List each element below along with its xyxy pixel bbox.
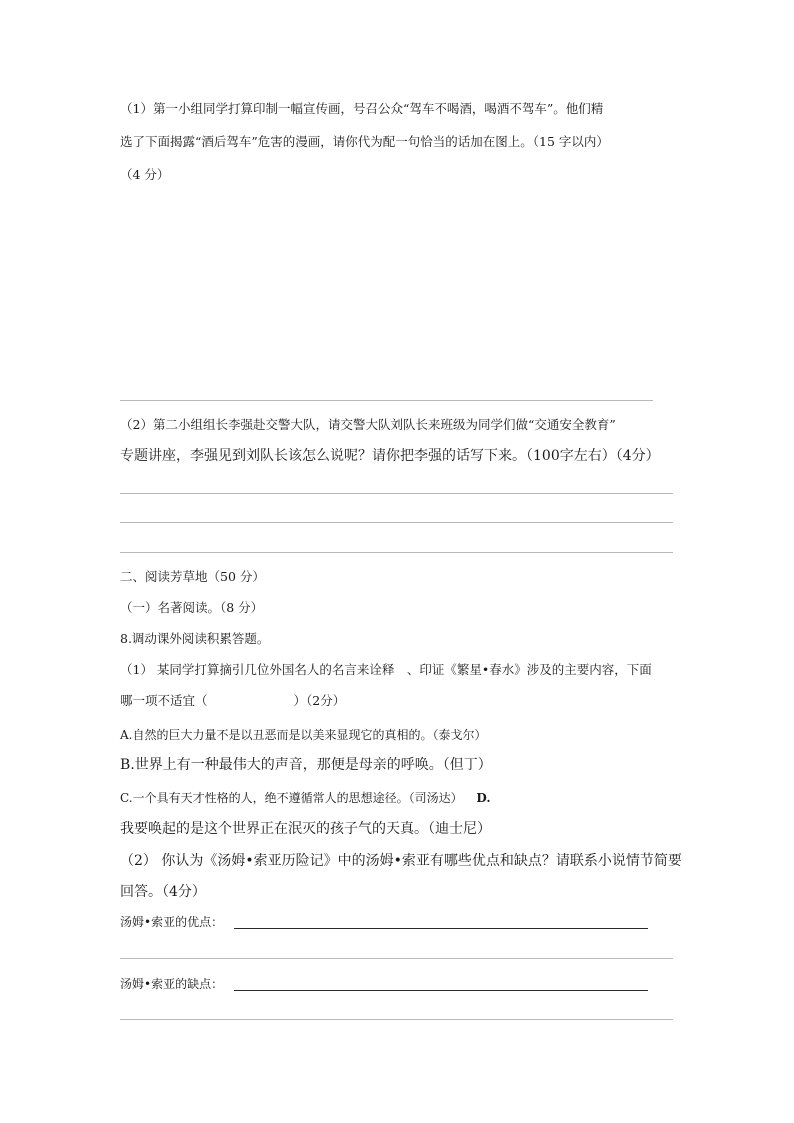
option-b: B.世界上有一种最伟大的声音，那便是母亲的呼唤。（但丁） xyxy=(120,757,492,773)
subsection-title: （一）名著阅读。（8 分） xyxy=(120,600,264,615)
option-c xyxy=(120,789,491,807)
option-a: A.自然的巨大力量不是以丑恶而是以美来显现它的真相的。（泰戈尔） xyxy=(120,728,487,742)
q1-line1: （1）第一小组同学打算印制一幅宣传画，号召公众“驾车不喝酒，喝酒不驾车”。他们精 xyxy=(120,101,604,116)
q1-line2: 选了下面揭露“酒后驾车”危害的漫画，请你代为配一句恰当的话加在图上。（15 字以内） xyxy=(120,134,609,149)
q8-2-line1: （2） 你认为《汤姆•索亚历险记》中的汤姆•索亚有哪些优点和缺点？请联系小说情节简要 xyxy=(120,853,682,869)
faults-input-line[interactable] xyxy=(234,990,648,991)
option-c-text: C.一个具有天才性格的人，绝不遵循常人的思想途径。（司汤达） xyxy=(120,791,463,805)
q8-1-line1: （1） 某同学打算摘引几位外国名人的名言来诠释 、印证《繁星•春水》涉及的主要内容，下面 xyxy=(120,662,652,677)
q2-line2: 专题讲座，李强见到刘队长该怎么说呢？请你把李强的话写下来。（100字左右）（4分） xyxy=(120,448,660,464)
merits-extra-line[interactable] xyxy=(120,958,673,959)
question-8: 8.调动课外阅读积累答题。 xyxy=(120,631,270,646)
option-d: 我要唤起的是这个世界正在泯灭的孩子气的天真。（迪士尼） xyxy=(120,821,491,837)
q8-2-line2: 回答。（4分） xyxy=(120,884,206,900)
q1-line3: （4 分） xyxy=(120,167,170,182)
answer-line-3[interactable] xyxy=(120,552,673,553)
answer-line-2[interactable] xyxy=(120,522,673,523)
q8-1-line2-end: ）（2分） xyxy=(293,693,346,708)
faults-label: 汤姆•索亚的缺点： xyxy=(120,977,224,991)
q2-line1: （2）第二小组组长李强赴交警大队，请交警大队刘队长来班级为同学们做“交通安全教育” xyxy=(120,417,616,432)
faults-extra-line[interactable] xyxy=(120,1019,673,1020)
q8-1-line2 xyxy=(120,692,345,710)
section-title: 二、阅读芳草地（50 分） xyxy=(120,569,265,584)
answer-line-1[interactable] xyxy=(120,493,673,494)
merits-input-line[interactable] xyxy=(234,928,648,929)
merits-label: 汤姆•索亚的优点： xyxy=(120,915,224,929)
option-d-label: D. xyxy=(476,791,491,805)
comic-area-rule xyxy=(120,400,653,401)
q8-1-line2-start: 哪一项不适宜（ xyxy=(120,693,208,708)
